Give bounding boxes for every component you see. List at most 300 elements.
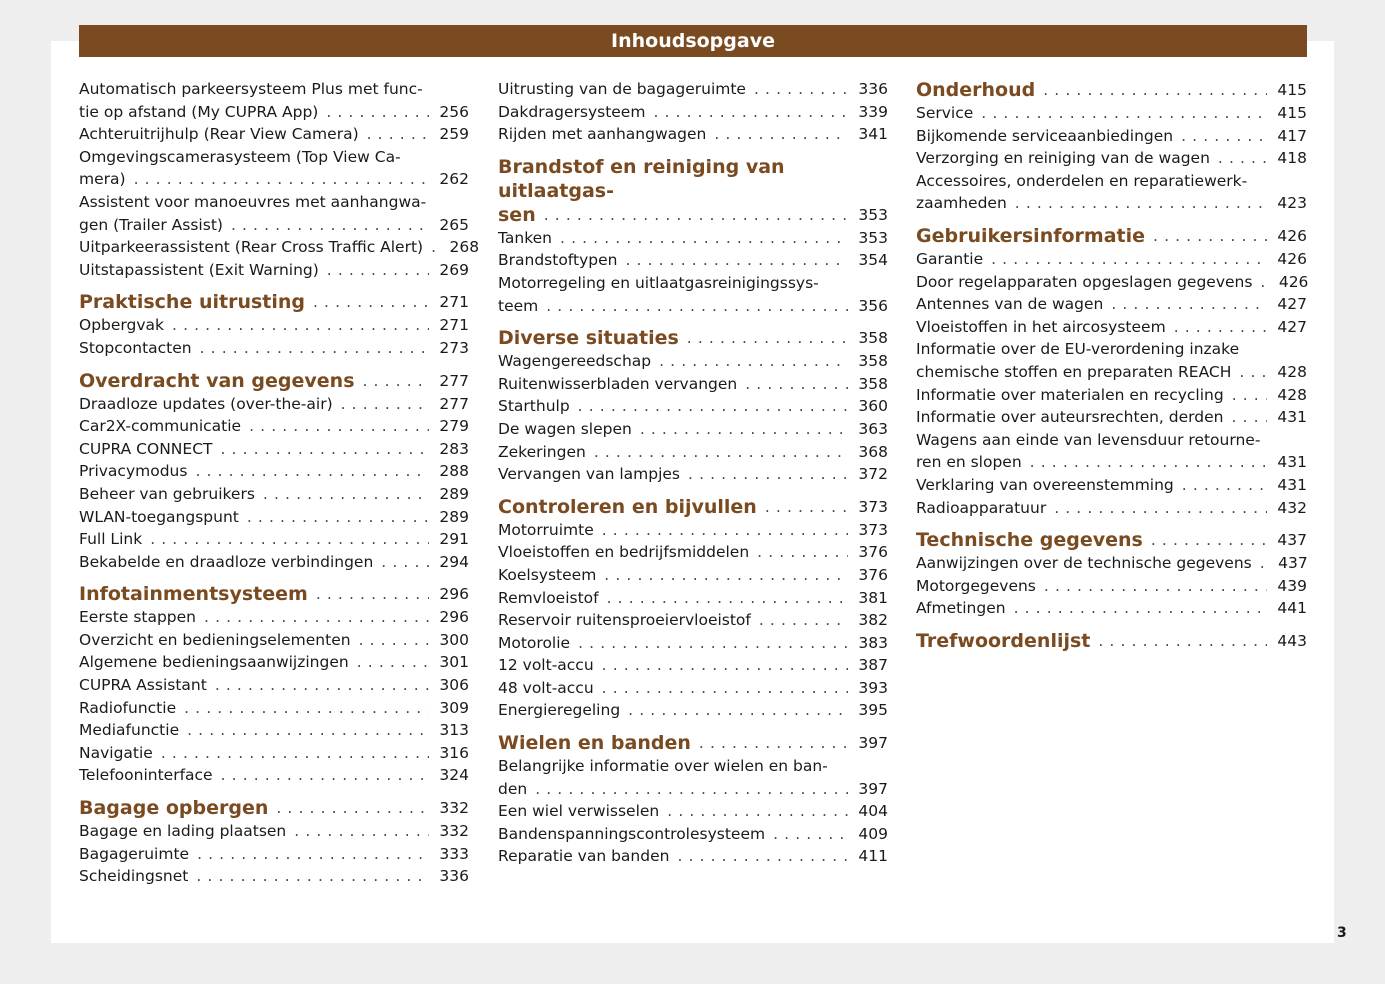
toc-column-1: [79, 78, 480, 888]
page-ref: 409: [858, 824, 888, 843]
dot-leader: [150, 528, 429, 551]
entry-title: Algemene bedieningsaanwijzingen: [79, 653, 349, 672]
toc-entry[interactable]: [498, 609, 888, 632]
dot-leader: [1260, 552, 1268, 575]
entry-title: Informatie over auteursrechten, derden: [916, 408, 1224, 427]
dot-leader: [991, 248, 1267, 271]
dot-leader: [1098, 629, 1267, 653]
page-ref: 333: [439, 844, 469, 863]
toc-entry[interactable]: [916, 293, 1307, 316]
toc-entry[interactable]: [916, 271, 1307, 294]
toc-section-heading[interactable]: [79, 796, 469, 820]
entry-title: Motorruimte: [498, 520, 594, 539]
entry-title-line: zaamheden: [916, 194, 1007, 213]
section-title: Infotainmentsysteem: [79, 583, 308, 606]
entry-title: Reparatie van banden: [498, 847, 670, 866]
entry-title: Ruitenwisserbladen vervangen: [498, 374, 738, 393]
entry-title: Uitparkeerassistent (Rear Cross Traffic Alert): [79, 238, 424, 257]
dot-leader: [594, 441, 848, 464]
dot-leader: [653, 101, 848, 124]
toc-entry[interactable]: [498, 587, 888, 610]
dot-leader: [1174, 316, 1267, 339]
page-ref: 277: [439, 394, 469, 413]
page-ref: 269: [439, 260, 469, 279]
entry-title: Service: [916, 104, 974, 122]
entry-last-line: [916, 361, 1307, 384]
page-ref: 358: [858, 374, 888, 393]
dot-leader: [134, 168, 429, 191]
page-ref: 341: [858, 125, 888, 144]
page-ref: 283: [439, 439, 469, 458]
dot-leader: [247, 506, 429, 529]
page-ref: 415: [1277, 104, 1307, 122]
dot-leader: [294, 820, 429, 843]
page-ref: 372: [858, 465, 888, 484]
page-ref: 360: [858, 397, 888, 416]
page-ref: 426: [1277, 249, 1307, 268]
dot-leader: [1015, 192, 1267, 215]
entry-title: CUPRA CONNECT: [79, 439, 213, 458]
entry-title: Wagengereedschap: [498, 352, 652, 371]
entry-title: Tanken: [498, 228, 553, 247]
page-ref: 387: [858, 656, 888, 675]
dot-leader: [640, 418, 848, 441]
dot-leader: [187, 719, 429, 742]
dot-leader: [161, 742, 429, 765]
toc-entry[interactable]: [79, 719, 469, 742]
toc-entry[interactable]: [79, 820, 469, 843]
entry-title: Bagage en lading plaatsen: [79, 822, 287, 841]
entry-title: CUPRA Assistant: [79, 676, 207, 695]
page-ref: 417: [1277, 126, 1307, 145]
entry-title: Vloeistoffen in het aircosysteem: [916, 317, 1166, 336]
toc-entry[interactable]: [79, 259, 469, 282]
entry-title: Draadloze updates (over-the-air): [79, 394, 333, 413]
entry-title-line: Wagens aan einde van levensduur retourne-: [916, 430, 1261, 449]
dot-leader: [754, 78, 848, 101]
dot-leader: [602, 519, 848, 542]
entry-title: Reservoir ruitensproeiervloeistof: [498, 611, 751, 630]
dot-leader: [357, 651, 429, 674]
dot-leader: [1043, 78, 1267, 102]
entry-title-line: Omgevingscamerasysteem (Top View Ca-: [79, 147, 401, 166]
page-ref: 336: [858, 80, 888, 98]
entry-title: Garantie: [916, 249, 984, 268]
page-ref: 432: [1277, 498, 1307, 517]
page-ref: 259: [439, 125, 469, 144]
entry-last-line: [916, 192, 1307, 215]
entry-title: Vloeistoffen en bedrijfsmiddelen: [498, 543, 750, 562]
dot-leader: [687, 326, 848, 350]
section-title: Gebruikersinformatie: [916, 224, 1146, 247]
toc-entry[interactable]: [79, 483, 469, 506]
dot-leader: [625, 249, 848, 272]
dot-leader: [204, 606, 429, 629]
page-ref: 393: [858, 678, 888, 697]
dot-leader: [1182, 474, 1267, 497]
page-ref: 383: [858, 633, 888, 652]
dot-leader: [667, 800, 848, 823]
dot-leader: [981, 102, 1267, 125]
toc-entry[interactable]: [79, 78, 469, 123]
page-ref: 426: [1277, 226, 1307, 245]
toc-section-heading[interactable]: [498, 155, 888, 227]
toc-entry[interactable]: [916, 125, 1307, 148]
toc-entry[interactable]: [79, 843, 469, 866]
toc-entry[interactable]: [79, 506, 469, 529]
toc-entry[interactable]: [498, 350, 888, 373]
entry-title: Verklaring van overeenstemming: [916, 475, 1174, 494]
dot-leader: [688, 463, 848, 486]
page-ref: 301: [439, 653, 469, 672]
dot-leader: [1030, 451, 1267, 474]
entry-title-line: teem: [498, 296, 539, 315]
dot-leader: [578, 632, 848, 655]
dot-leader: [628, 699, 848, 722]
page-ref: 268: [449, 238, 480, 257]
dot-leader: [249, 415, 429, 438]
section-title: Diverse situaties: [498, 327, 679, 350]
toc-entry[interactable]: [498, 800, 888, 823]
toc-section-heading[interactable]: [498, 495, 888, 519]
page-ref: 262: [439, 170, 469, 189]
entry-title-line: Belangrijke informatie over wielen en ban-: [498, 757, 828, 776]
toc-entry[interactable]: [916, 248, 1307, 271]
dot-leader: [714, 123, 848, 146]
toc-entry[interactable]: [79, 528, 469, 551]
toc-entry[interactable]: [79, 697, 469, 720]
page-ref: 397: [858, 734, 888, 753]
dot-leader: [363, 369, 430, 393]
entry-title: Starthulp: [498, 397, 570, 416]
toc-entry[interactable]: [79, 236, 480, 259]
page-ref: 356: [858, 296, 888, 315]
toc-entry[interactable]: [498, 249, 888, 272]
dot-leader: [359, 629, 429, 652]
entry-title: Brandstoftypen: [498, 251, 618, 270]
toc-entry[interactable]: [916, 338, 1307, 383]
toc-section-heading[interactable]: [916, 629, 1307, 653]
toc-entry[interactable]: [916, 575, 1307, 598]
page-ref: 288: [439, 462, 469, 481]
entry-last-line: [916, 451, 1307, 474]
dot-leader: [313, 290, 429, 314]
entry-title: Privacymodus: [79, 462, 188, 481]
toc-section-heading[interactable]: [498, 731, 888, 755]
section-title: Bagage opbergen: [79, 797, 269, 820]
page-ref: 353: [858, 205, 888, 224]
entry-title: Aanwijzingen over de technische gegevens: [916, 554, 1252, 573]
entry-title: Vervangen van lampjes: [498, 465, 681, 484]
page-ref: 381: [858, 588, 888, 607]
page-ref: 426: [1278, 272, 1309, 291]
toc-entry[interactable]: [916, 147, 1307, 170]
toc-entry[interactable]: [498, 823, 888, 846]
toc-section-heading[interactable]: [916, 78, 1307, 102]
page-ref: 324: [439, 766, 469, 785]
toc-entry[interactable]: [916, 497, 1307, 520]
toc-entry[interactable]: [79, 460, 469, 483]
toc-entry[interactable]: [498, 519, 888, 542]
dot-leader: [197, 843, 429, 866]
dot-leader: [431, 236, 439, 259]
dot-leader: [546, 295, 848, 318]
entry-title: Energieregeling: [498, 701, 621, 720]
page-ref: 358: [858, 352, 888, 371]
page-ref: 306: [439, 676, 469, 695]
entry-title-line: chemische stoffen en preparaten REACH: [916, 362, 1232, 381]
dot-leader: [184, 697, 429, 720]
toc-entry[interactable]: [916, 597, 1307, 620]
entry-title-line: Motorregeling en uitlaatgasreinigingssys-: [498, 273, 819, 292]
entry-title: Radioapparatuur: [916, 498, 1047, 517]
toc-entry[interactable]: [916, 552, 1307, 575]
toc-entry[interactable]: [498, 654, 888, 677]
page-ref: 437: [1278, 554, 1308, 573]
page-ref: 439: [1277, 576, 1307, 595]
page-ref: 431: [1277, 453, 1307, 472]
section-last-line: [498, 203, 888, 227]
page-ref: 256: [439, 102, 469, 121]
toc-entry[interactable]: [498, 541, 888, 564]
dot-leader: [1260, 271, 1268, 294]
toc-entry[interactable]: [498, 463, 888, 486]
toc-entry[interactable]: [498, 677, 888, 700]
toc-entry[interactable]: [79, 393, 469, 416]
dot-leader: [1111, 293, 1267, 316]
toc-entry[interactable]: [79, 764, 469, 787]
entry-title: Motorgegevens: [916, 576, 1036, 595]
entry-last-line: [79, 214, 469, 237]
entry-title-line: Informatie over de EU-verordening inzake: [916, 340, 1240, 359]
toc-entry[interactable]: [79, 415, 469, 438]
dot-leader: [1014, 597, 1267, 620]
page-ref: 358: [858, 329, 888, 348]
entry-title: Radiofunctie: [79, 698, 177, 717]
entry-title: Informatie over materialen en recycling: [916, 385, 1224, 404]
toc-entry[interactable]: [916, 170, 1307, 215]
entry-title: Bagageruimte: [79, 844, 190, 863]
toc-entry[interactable]: [79, 314, 469, 337]
toc-entry[interactable]: [79, 742, 469, 765]
entry-title: Uitstapassistent (Exit Warning): [79, 260, 319, 279]
page-ref: 404: [858, 802, 888, 821]
page-ref: 441: [1277, 599, 1307, 618]
page-ref: 313: [439, 721, 469, 740]
page-ref: 423: [1277, 194, 1307, 213]
page-ref: 336: [439, 867, 469, 886]
toc-entry[interactable]: [916, 102, 1307, 125]
entry-title: Stopcontacten: [79, 338, 192, 357]
page-ref: 428: [1277, 385, 1307, 404]
toc-entry[interactable]: [916, 474, 1307, 497]
toc-entry[interactable]: [79, 438, 469, 461]
toc-entry[interactable]: [498, 845, 888, 868]
entry-title: De wagen slepen: [498, 419, 632, 438]
entry-title: Opbergvak: [79, 316, 165, 335]
entry-title: Antennes van de wagen: [916, 295, 1104, 314]
page-ref: 353: [858, 228, 888, 247]
toc-entry[interactable]: [79, 191, 469, 236]
toc-entry[interactable]: [916, 384, 1307, 407]
dot-leader: [1153, 224, 1267, 248]
entry-title: Eerste stappen: [79, 608, 197, 627]
toc-entry[interactable]: [498, 227, 888, 250]
dot-leader: [381, 551, 429, 574]
dot-leader: [276, 796, 429, 820]
entry-last-line: [498, 295, 888, 318]
entry-title: WLAN-toegangspunt: [79, 507, 239, 526]
toc-entry[interactable]: [498, 441, 888, 464]
dot-leader: [544, 203, 848, 227]
toc-column-2: [498, 78, 888, 868]
toc-section-heading[interactable]: [916, 528, 1307, 552]
dot-leader: [220, 438, 429, 461]
dot-leader: [773, 823, 848, 846]
toc-section-heading[interactable]: [79, 582, 469, 606]
section-title: Technische gegevens: [916, 529, 1143, 552]
dot-leader: [195, 460, 429, 483]
dot-leader: [326, 101, 429, 124]
toc-section-heading[interactable]: [916, 224, 1307, 248]
toc-entry[interactable]: [916, 429, 1307, 474]
entry-title: Bijkomende serviceaanbiedingen: [916, 126, 1174, 145]
section-title: Onderhoud: [916, 79, 1036, 101]
page-ref: 376: [858, 543, 888, 562]
toc-entry[interactable]: [498, 632, 888, 655]
dot-leader: [607, 587, 848, 610]
entry-title: Verzorging en reiniging van de wagen: [916, 149, 1210, 168]
dot-leader: [1044, 575, 1267, 598]
entry-title: Zekeringen: [498, 442, 586, 461]
entry-title-line: Accessoires, onderdelen en reparatiewerk-: [916, 171, 1248, 190]
page-ref: 431: [1277, 408, 1307, 427]
page-ref: 363: [858, 419, 888, 438]
page-ref: 415: [1277, 81, 1307, 99]
page-ref: 427: [1277, 295, 1307, 314]
page-ref: 300: [439, 630, 469, 649]
page-ref: 373: [858, 497, 888, 516]
toc-entry[interactable]: [498, 755, 888, 800]
page-ref: 277: [439, 371, 469, 390]
entry-title: Car2X-communicatie: [79, 417, 242, 436]
dot-leader: [172, 314, 429, 337]
page-ref: 289: [439, 484, 469, 503]
toc-entry[interactable]: [79, 146, 469, 191]
section-title: Overdracht van gegevens: [79, 369, 355, 392]
page-ref: 382: [858, 611, 888, 630]
toc-entry[interactable]: [79, 865, 469, 888]
toc-entry[interactable]: [498, 564, 888, 587]
toc-entry[interactable]: [79, 606, 469, 629]
dot-leader: [602, 677, 848, 700]
section-title: Praktische uitrusting: [79, 291, 305, 314]
section-title-line: Brandstof en reiniging van uitlaatgas-: [498, 155, 785, 202]
section-title-line: sen: [498, 203, 536, 226]
section-title: Controleren en bijvullen: [498, 495, 757, 518]
page-ref: 354: [858, 251, 888, 270]
entry-title: Mediafunctie: [79, 721, 180, 740]
toc-entry[interactable]: [498, 418, 888, 441]
page-title-text: Inhoudsopgave: [611, 30, 775, 52]
toc-section-heading[interactable]: [79, 290, 469, 314]
page-ref: 273: [439, 338, 469, 357]
dot-leader: [1232, 384, 1267, 407]
page-ref: 427: [1277, 317, 1307, 336]
page-ref: 309: [439, 698, 469, 717]
entry-title-line: den: [498, 779, 528, 798]
toc-entry[interactable]: [916, 406, 1307, 429]
entry-title: Bekabelde en draadloze verbindingen: [79, 552, 374, 571]
page-ref: 291: [439, 530, 469, 549]
dot-leader: [659, 350, 848, 373]
toc-column-3: [916, 78, 1307, 653]
toc-section-heading[interactable]: [498, 326, 888, 350]
toc-entry[interactable]: [498, 395, 888, 418]
toc-entry[interactable]: [498, 373, 888, 396]
page-ref: 373: [858, 520, 888, 539]
page-ref: 279: [439, 417, 469, 436]
entry-title-line: tie op afstand (My CUPRA App): [79, 102, 319, 121]
toc-entry[interactable]: [79, 123, 469, 146]
entry-title: Door regelapparaten opgeslagen gegevens: [916, 272, 1253, 291]
page-ref: 431: [1277, 475, 1307, 494]
toc-entry[interactable]: [79, 674, 469, 697]
dot-leader: [316, 582, 429, 606]
entry-title: Scheidingsnet: [79, 867, 189, 886]
entry-title-line: Automatisch parkeersysteem Plus met func-: [79, 80, 423, 98]
page-ref: 418: [1277, 149, 1307, 168]
toc-entry[interactable]: [79, 629, 469, 652]
toc-entry[interactable]: [498, 272, 888, 317]
entry-title: Afmetingen: [916, 599, 1006, 618]
page-ref: 428: [1277, 362, 1307, 381]
page-ref: 395: [858, 701, 888, 720]
dot-leader: [221, 764, 429, 787]
dot-leader: [1231, 406, 1267, 429]
page-ref: 368: [858, 442, 888, 461]
page-title: [79, 25, 1307, 57]
dot-leader: [1151, 528, 1267, 552]
entry-title: 12 volt-accu: [498, 656, 594, 675]
entry-title: Bandenspanningscontrolesysteem: [498, 824, 766, 843]
page-ref: 294: [439, 552, 469, 571]
toc-section-heading[interactable]: [79, 369, 469, 393]
entry-title: Telefooninterface: [79, 766, 213, 785]
toc-entry[interactable]: [79, 651, 469, 674]
page-ref: 296: [439, 585, 469, 604]
entry-title: Dakdragersysteem: [498, 102, 646, 121]
page-ref: 339: [858, 102, 888, 121]
toc-entry[interactable]: [498, 123, 888, 146]
dot-leader: [604, 564, 848, 587]
dot-leader: [1181, 125, 1267, 148]
toc-entry[interactable]: [498, 101, 888, 124]
dot-leader: [196, 865, 429, 888]
page-ref: 289: [439, 507, 469, 526]
toc-entry[interactable]: [916, 316, 1307, 339]
toc-entry[interactable]: [79, 337, 469, 360]
dot-leader: [759, 609, 848, 632]
toc-entry[interactable]: [79, 551, 469, 574]
toc-entry[interactable]: [498, 699, 888, 722]
page-ref: 411: [858, 847, 888, 866]
dot-leader: [200, 337, 429, 360]
entry-title: 48 volt-accu: [498, 678, 594, 697]
toc-entry[interactable]: [498, 78, 888, 101]
page-ref: 296: [439, 608, 469, 627]
page-ref: 376: [858, 565, 888, 584]
